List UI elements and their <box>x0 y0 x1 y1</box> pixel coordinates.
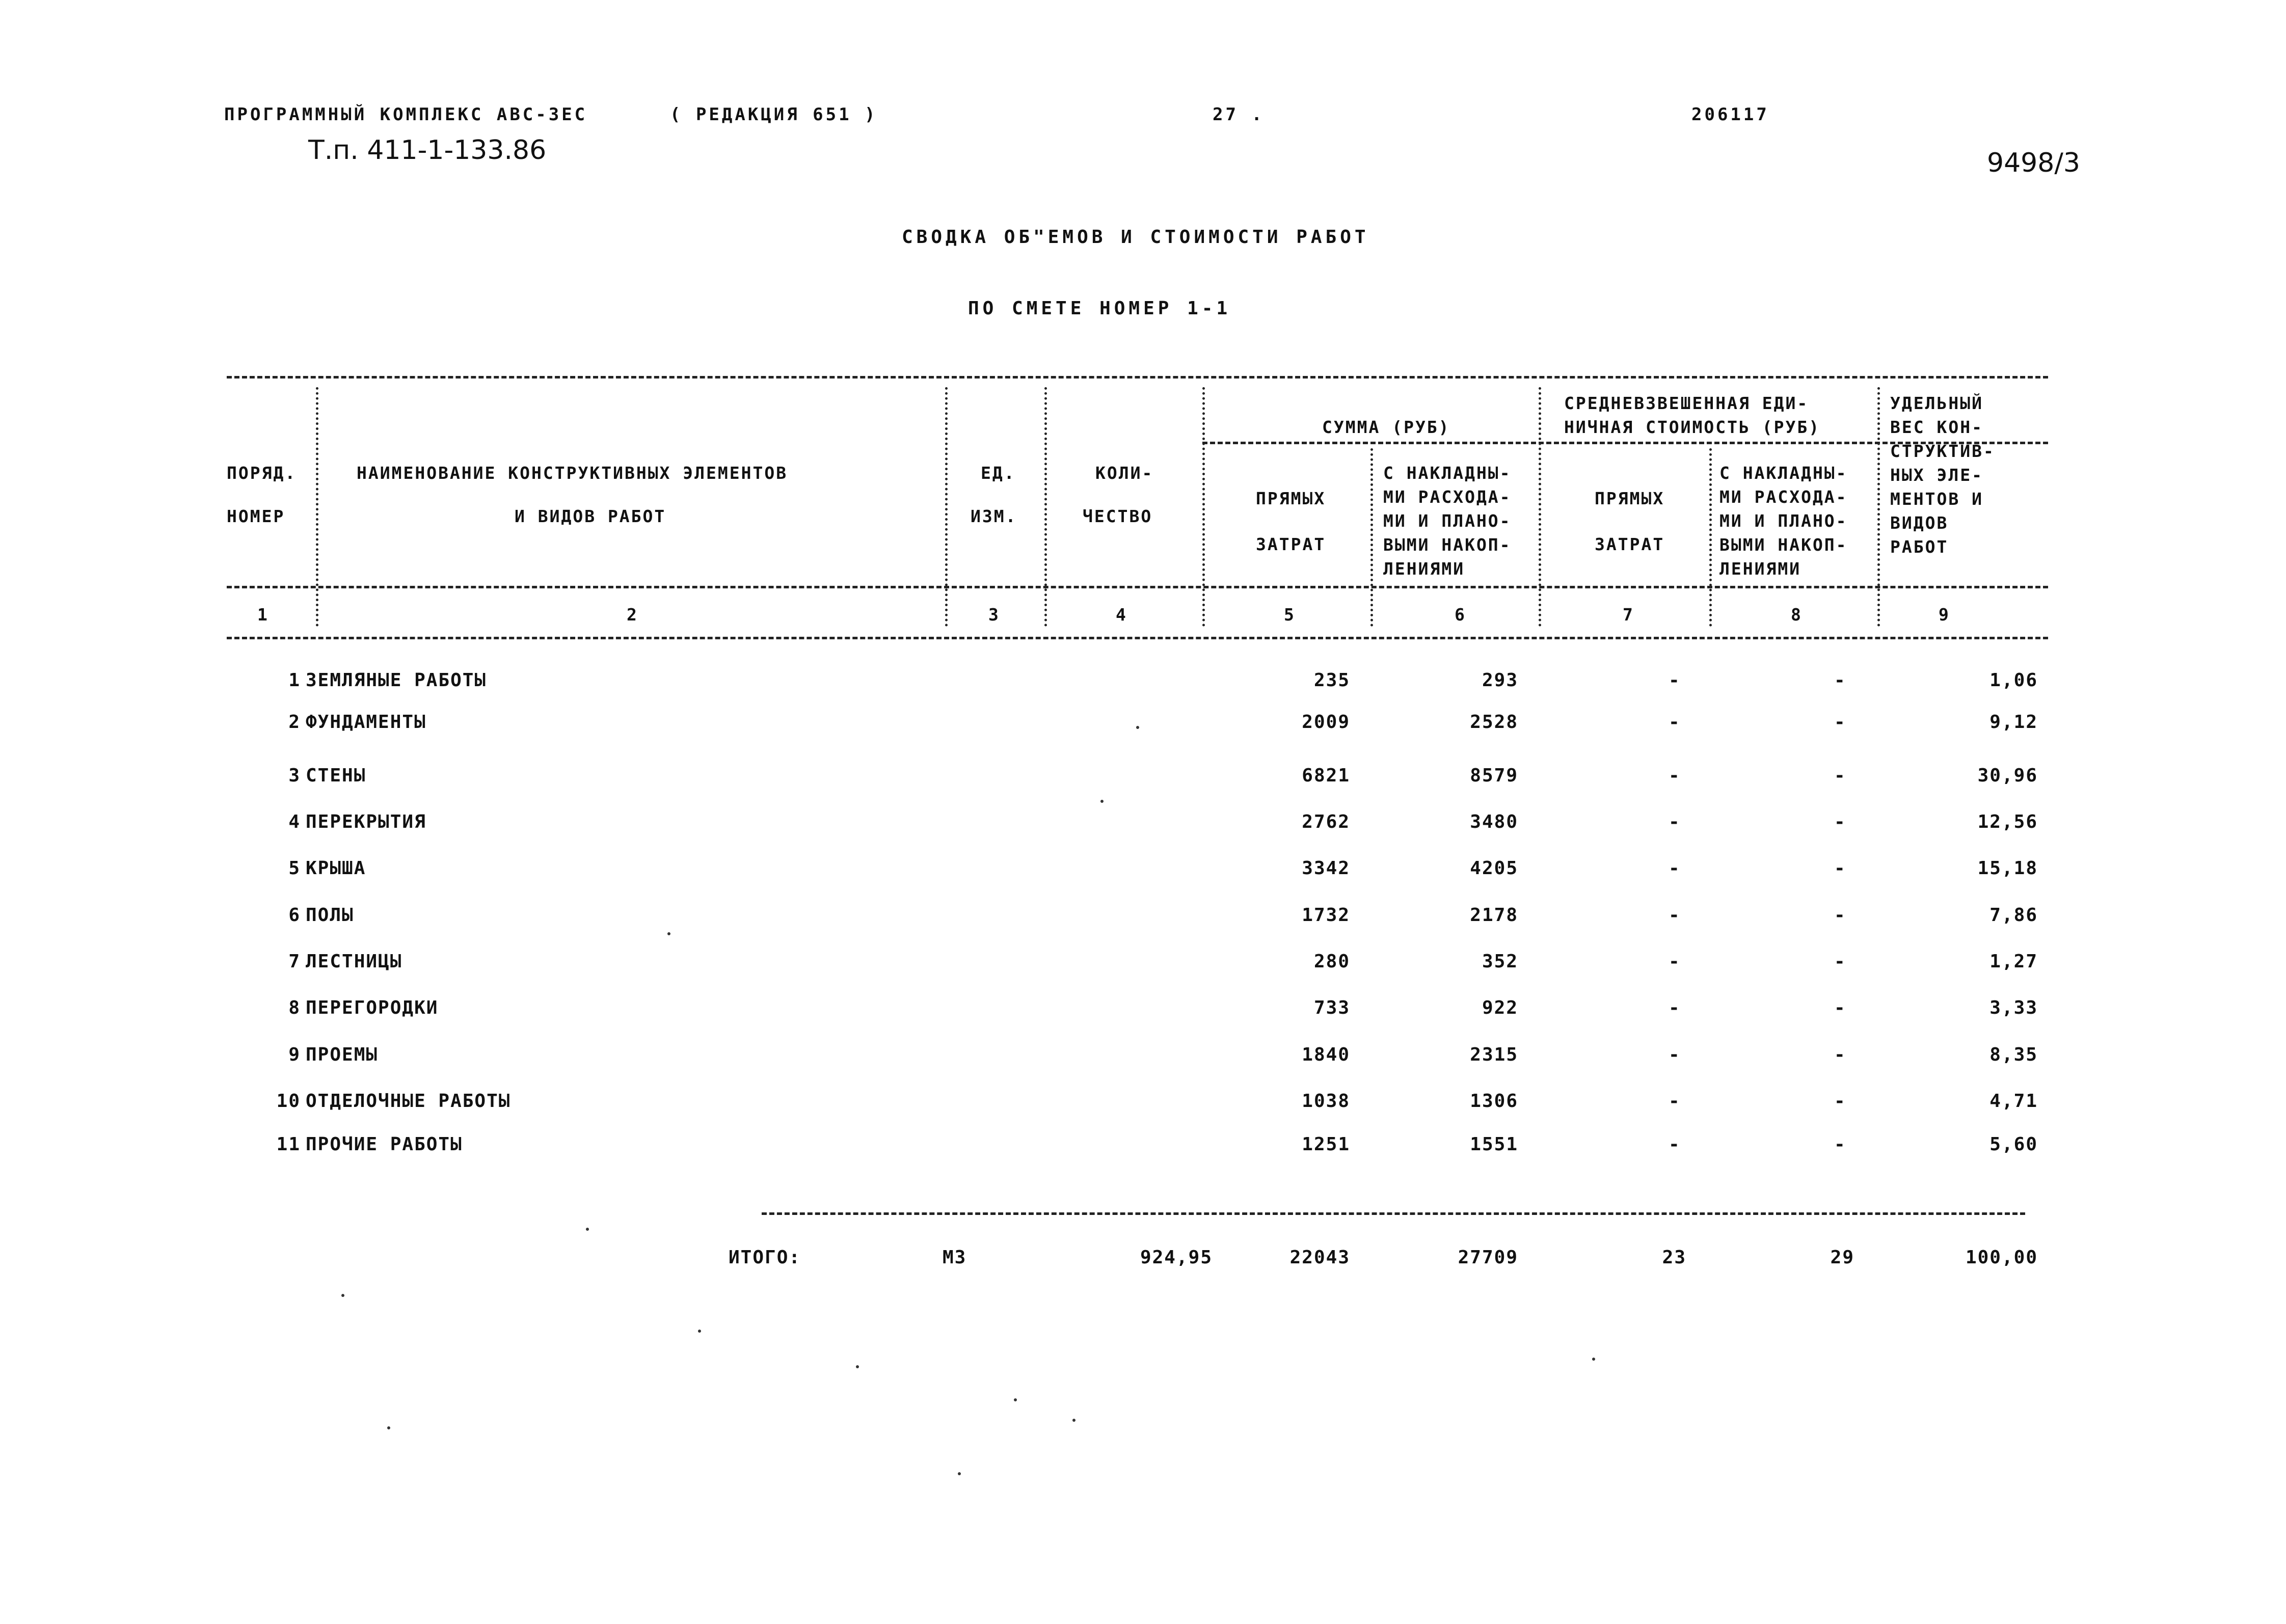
speck <box>387 1426 390 1429</box>
col7-header-b: ЗАТРАТ <box>1595 534 1665 554</box>
col4-header-a: КОЛИ- <box>1095 463 1154 483</box>
row-share: 1,06 <box>1989 670 2038 691</box>
row-direct-cost: 280 <box>1313 951 1350 972</box>
row-overhead-cost: 2178 <box>1470 905 1518 926</box>
col-separator <box>1877 387 1882 627</box>
table-row <box>0 712 2286 737</box>
row-unit-overhead: - <box>1834 1091 1846 1112</box>
program-name: ПРОГРАММНЫЙ КОМПЛЕКС АВС-ЗЕС <box>224 104 588 125</box>
row-name: КРЫША <box>306 858 366 879</box>
row-name: ОТДЕЛОЧНЫЕ РАБОТЫ <box>306 1091 511 1112</box>
column-number: 5 <box>1284 605 1296 625</box>
col9-header-g: РАБОТ <box>1890 537 1949 557</box>
speck <box>1592 1358 1595 1361</box>
row-unit-direct: - <box>1669 670 1681 691</box>
row-unit-direct: - <box>1669 858 1681 879</box>
row-overhead-cost: 8579 <box>1470 765 1518 786</box>
table-row <box>0 670 2286 695</box>
col6-header-a: С НАКЛАДНЫ- <box>1383 463 1512 483</box>
row-unit-direct: - <box>1669 905 1681 926</box>
row-overhead-cost: 4205 <box>1470 858 1518 879</box>
handwritten-sheet-number: 9498/3 <box>1987 148 2080 178</box>
total-rule <box>762 1212 2025 1215</box>
col3-header-a: ЕД. <box>981 463 1016 483</box>
row-number: 3 <box>288 765 301 786</box>
table-row <box>0 1091 2286 1116</box>
table-row <box>0 1134 2286 1159</box>
speck <box>958 1472 961 1475</box>
col5-header-a: ПРЯМЫХ <box>1256 489 1326 508</box>
col-separator <box>316 387 321 627</box>
row-share: 4,71 <box>1989 1091 2038 1112</box>
row-name: ЗЕМЛЯНЫЕ РАБОТЫ <box>306 670 487 691</box>
row-number: 7 <box>288 951 301 972</box>
row-share: 7,86 <box>1989 905 2038 926</box>
edition: ( РЕДАКЦИЯ 651 ) <box>670 104 878 125</box>
row-unit-direct: - <box>1669 811 1681 832</box>
column-number: 3 <box>988 605 1000 625</box>
speck <box>341 1294 344 1297</box>
row-name: ЛЕСТНИЦЫ <box>306 951 402 972</box>
row-direct-cost: 2009 <box>1302 712 1350 733</box>
group-sum-header: СУММА (РУБ) <box>1322 417 1450 437</box>
page-number: 27 . <box>1213 104 1265 125</box>
column-number: 7 <box>1623 605 1634 625</box>
col9-header-c: СТРУКТИВ- <box>1890 441 1995 461</box>
speck <box>1100 800 1104 803</box>
row-overhead-cost: 2315 <box>1470 1044 1518 1065</box>
row-share: 8,35 <box>1989 1044 2038 1065</box>
row-unit-overhead: - <box>1834 811 1846 832</box>
col2-header-a: НАИМЕНОВАНИЕ КОНСТРУКТИВНЫХ ЭЛЕМЕНТОВ <box>357 463 788 483</box>
col1-header-a: ПОРЯД. <box>227 463 297 483</box>
table-row <box>0 997 2286 1023</box>
col2-header-b: И ВИДОВ РАБОТ <box>515 506 666 526</box>
row-share: 1,27 <box>1989 951 2038 972</box>
row-unit-overhead: - <box>1834 997 1846 1018</box>
group-unit-header-b: НИЧНАЯ СТОИМОСТЬ (РУБ) <box>1564 417 1821 437</box>
speck <box>586 1228 589 1231</box>
col9-header-b: ВЕС КОН- <box>1890 417 1983 437</box>
row-unit-overhead: - <box>1834 1044 1846 1065</box>
col7-header-a: ПРЯМЫХ <box>1595 489 1665 508</box>
row-number: 5 <box>288 858 301 879</box>
row-unit-overhead: - <box>1834 951 1846 972</box>
col9-header-e: МЕНТОВ И <box>1890 489 1983 509</box>
row-overhead-cost: 293 <box>1482 670 1518 691</box>
row-unit-overhead: - <box>1834 670 1846 691</box>
row-number: 6 <box>288 905 301 926</box>
row-name: ФУНДАМЕНТЫ <box>306 712 426 733</box>
table-row <box>0 858 2286 883</box>
handwritten-project: Т.п. 411-1-133.86 <box>308 135 547 166</box>
speck <box>1136 726 1139 729</box>
col-separator <box>1709 448 1714 627</box>
col6-header-d: ВЫМИ НАКОП- <box>1383 535 1512 555</box>
col6-header-c: МИ И ПЛАНО- <box>1383 511 1512 531</box>
row-unit-direct: - <box>1669 1091 1681 1112</box>
row-overhead-cost: 1306 <box>1470 1091 1518 1112</box>
col-separator <box>1202 387 1207 627</box>
row-number: 9 <box>288 1044 301 1065</box>
total-unit: М3 <box>943 1247 967 1268</box>
row-overhead-cost: 1551 <box>1470 1134 1518 1155</box>
row-direct-cost: 6821 <box>1302 765 1350 786</box>
row-unit-overhead: - <box>1834 712 1846 733</box>
table-row <box>0 765 2286 791</box>
row-unit-direct: - <box>1669 712 1681 733</box>
row-unit-direct: - <box>1669 997 1681 1018</box>
page-subtitle: ПО СМЕТЕ НОМЕР 1-1 <box>968 298 1231 319</box>
row-unit-direct: - <box>1669 1134 1681 1155</box>
row-unit-direct: - <box>1669 765 1681 786</box>
row-number: 2 <box>288 712 301 733</box>
col-separator <box>1370 448 1376 627</box>
row-number: 8 <box>288 997 301 1018</box>
row-direct-cost: 1038 <box>1302 1091 1350 1112</box>
total-direct-cost: 22043 <box>1289 1247 1350 1268</box>
speck <box>1072 1419 1075 1422</box>
col-separator <box>1044 387 1050 627</box>
group-unit-header-a: СРЕДНЕВЗВЕШЕННАЯ ЕДИ- <box>1564 393 1809 413</box>
table-row <box>0 951 2286 977</box>
row-overhead-cost: 352 <box>1482 951 1518 972</box>
column-number: 4 <box>1116 605 1127 625</box>
speck <box>856 1365 859 1368</box>
column-number: 8 <box>1791 605 1803 625</box>
row-number: 1 <box>288 670 301 691</box>
col5-header-b: ЗАТРАТ <box>1256 534 1326 554</box>
row-share: 5,60 <box>1989 1134 2038 1155</box>
row-overhead-cost: 2528 <box>1470 712 1518 733</box>
row-unit-direct: - <box>1669 1044 1681 1065</box>
row-name: ПРОЕМЫ <box>306 1044 379 1065</box>
column-number: 6 <box>1455 605 1466 625</box>
row-direct-cost: 733 <box>1313 997 1350 1018</box>
row-unit-overhead: - <box>1834 1134 1846 1155</box>
col9-header-f: ВИДОВ <box>1890 513 1949 533</box>
column-number-rule <box>227 637 2048 639</box>
row-share: 9,12 <box>1989 712 2038 733</box>
col9-header-a: УДЕЛЬНЫЙ <box>1890 393 1983 413</box>
row-share: 3,33 <box>1989 997 2038 1018</box>
row-share: 15,18 <box>1977 858 2038 879</box>
row-number: 10 <box>276 1091 301 1112</box>
row-direct-cost: 2762 <box>1302 811 1350 832</box>
row-unit-overhead: - <box>1834 858 1846 879</box>
table-row <box>0 811 2286 837</box>
table-top-rule <box>227 376 2048 378</box>
row-name: СТЕНЫ <box>306 765 366 786</box>
table-row <box>0 1044 2286 1070</box>
row-share: 30,96 <box>1977 765 2038 786</box>
col8-header-c: МИ И ПЛАНО- <box>1719 511 1848 531</box>
row-unit-overhead: - <box>1834 905 1846 926</box>
header-bottom-rule <box>227 586 2048 588</box>
row-name: ПЕРЕКРЫТИЯ <box>306 811 426 832</box>
row-direct-cost: 1732 <box>1302 905 1350 926</box>
col6-header-e: ЛЕНИЯМИ <box>1383 559 1465 579</box>
row-name: ПРОЧИЕ РАБОТЫ <box>306 1134 463 1155</box>
row-number: 11 <box>276 1134 301 1155</box>
total-overhead-cost: 27709 <box>1458 1247 1518 1268</box>
row-direct-cost: 235 <box>1313 670 1350 691</box>
speck <box>667 932 670 935</box>
row-direct-cost: 1840 <box>1302 1044 1350 1065</box>
row-unit-overhead: - <box>1834 765 1846 786</box>
page-title: СВОДКА ОБ"ЕМОВ И СТОИМОСТИ РАБОТ <box>902 227 1369 248</box>
total-row <box>0 1247 2286 1273</box>
total-label: ИТОГО: <box>729 1247 801 1268</box>
table-row <box>0 905 2286 930</box>
row-overhead-cost: 922 <box>1482 997 1518 1018</box>
column-number: 1 <box>257 605 269 625</box>
row-number: 4 <box>288 811 301 832</box>
col8-header-d: ВЫМИ НАКОП- <box>1719 535 1848 555</box>
doc-code: 206117 <box>1691 104 1769 125</box>
total-quantity: 924,95 <box>1140 1247 1213 1268</box>
col8-header-e: ЛЕНИЯМИ <box>1719 559 1801 579</box>
column-number: 2 <box>627 605 638 625</box>
col4-header-b: ЧЕСТВО <box>1083 506 1153 526</box>
total-share: 100,00 <box>1965 1247 2038 1268</box>
total-unit-direct: 23 <box>1662 1247 1686 1268</box>
row-direct-cost: 3342 <box>1302 858 1350 879</box>
col8-header-b: МИ РАСХОДА- <box>1719 487 1848 507</box>
col1-header-b: НОМЕР <box>227 506 285 526</box>
col6-header-b: МИ РАСХОДА- <box>1383 487 1512 507</box>
speck <box>698 1330 701 1333</box>
total-unit-overhead: 29 <box>1830 1247 1854 1268</box>
row-name: ПОЛЫ <box>306 905 354 926</box>
col-separator <box>945 387 950 627</box>
row-direct-cost: 1251 <box>1302 1134 1350 1155</box>
speck <box>1014 1398 1017 1401</box>
row-unit-direct: - <box>1669 951 1681 972</box>
row-name: ПЕРЕГОРОДКИ <box>306 997 439 1018</box>
row-overhead-cost: 3480 <box>1470 811 1518 832</box>
col9-header-d: НЫХ ЭЛЕ- <box>1890 465 1983 485</box>
col8-header-a: С НАКЛАДНЫ- <box>1719 463 1848 483</box>
row-share: 12,56 <box>1977 811 2038 832</box>
col3-header-b: ИЗМ. <box>971 506 1017 526</box>
column-number: 9 <box>1939 605 1950 625</box>
col-separator <box>1539 387 1544 627</box>
